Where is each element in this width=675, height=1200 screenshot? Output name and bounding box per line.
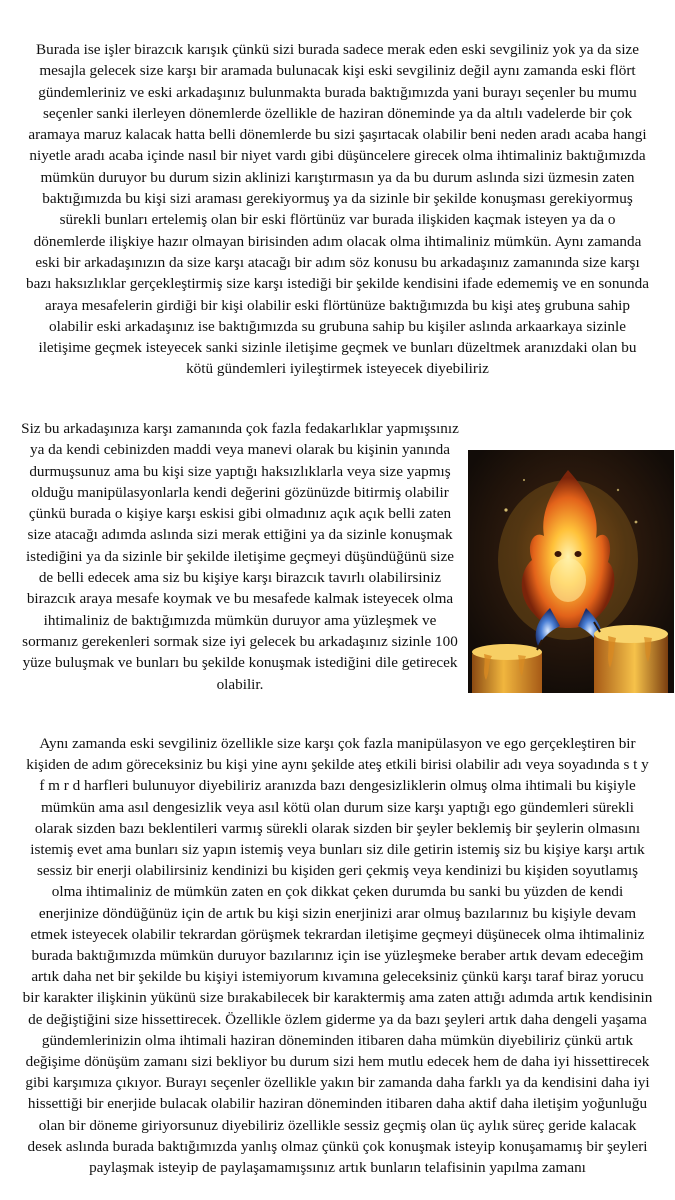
paragraph-intro: Burada ise işler birazcık karışık çünkü sizi burada sadece merak eden eski sevgiliniz yok ya da size mesajla gelecek size karşı bir aramada bulunacak kişi eski sevgiliniz değil aynı zamanda eski flört gündemleriniz ve eski arkadaşınız bulunmakta burada baktığımızda yani burayı seçenler bu mumu seçenler sanki ilerleyen dönemlerde özellikle de haziran döneminde ya da altılı vadelerde bir çok aramaya maruz kalacak hatta belli dönemlerde bu sizi şaşırtacak olabilir beni neden aradı acaba hangi niyetle aradı acaba içinde nasıl bir niyet vardı gibi düşüncelere girecek olma ihtimaliniz baktığımızda mümkün duruyor bu durum sizin aklinizi karıştırmasın ya da bu durum aslında sizi üzmesin zaten baktığımızda bu kişi sizi araması gerekiyormuş ya da sizinle bir şekilde konuşması gerekiyormuş sürekli bunları ertelemiş olan bir eski flörtünüz var burada ilişkiden kaçmak isteyen ya da o dönemlerde ilişkiye hazır olmayan birisinden adım olacak olma ihtimaliniz mümkün. Aynı zamanda eski bir arkadaşınızın da size karşı atacağı bir adım söz konusu bu arkadaşınız zamanında size karşı bazı haksızlıklar gerçekleştirmiş size karşı istediği bir şekilde kendisini ifade edememiş ve en sonunda araya mesafelerin girdiği bir kişi olabilir eski flörtünüze baktığımızda bu kişi ateş grubuna sahip olabilir eski arkadaşınız ise baktığımızda su grubuna sahip bu kişiler aslında arkaarkaya sizinle iletişime geçmek isteyecek sanki sizinle iletişime geçmek ve bunları düzeltmek aranızdaki olan bu kötü gündemleri iyileştirmek isteyecek diyebiliriz — [26, 41, 649, 378]
paragraph-friend: Siz bu arkadaşınıza karşı zamanında çok fazla fedakarlıklar yapmışsınız ya da kendi cebinizden maddi veya manevi olarak bu kişinin yanında durmuşsunuz ama bu kişi size yaptığı haksızlıklarla veya size yapmış olduğu manipülasyonlarla kendi değerini gözünüzde bitirmiş olabilir çünkü burada o kişiye karşı eskisi gibi olmadınız açık açık belli zaten size atacağı adımda aslında sizi merak ettiğini ya da sizinle konuşmak istediğini ya da sizinle bir şekilde iletişime geçmeyi düşündüğünü size de belli edecek ama siz bu kişiye karşı birazcık tavırlı olabilirsiniz birazcık araya mesafe koymak ve bu mesafede kalmak isteyecek olma ihtimaliniz de baktığımızda mümkün duruyor ama yüzleşmek ve sormanız gerekenleri sormak size iyi gelecek bu arkadaşınız sizinle 100 yüze buluşmak ve bunları bu şekilde konuşmak istediğini dile getirecek olabilir. — [21, 420, 459, 693]
candles-flame-illustration — [468, 450, 674, 693]
candles-illustration — [468, 450, 674, 693]
paragraph-ex-partner: Aynı zamanda eski sevgiliniz özellikle size karşı çok fazla manipülasyon ve ego gerçekleştiren bir kişiden de adım göreceksiniz bu kişi yine aynı şekilde ateş etkili birisi olabilir adı veya soyadında s t y f m r d harfleri bulunuyor diyebiliriz aranızda bazı dengesizliklerin olmuş olma ihtimali bu kişiyle mümkün ama asıl dengesizlik veya asıl kötü olan durum size karşı yaptığı ego gündemleri sürekli olarak sizden bazı beklentileri varmış sürekli olarak sizden bir şeyler beklemiş bir şeylerin olmasını istemiş evet ama bunları siz yapın istemiş veya bunları siz dile getirin istemiş siz bu kişiye karşı artık sessiz bir enerji olabilirsiniz kendinizi bu kişiden geri çekmiş veya kendinizi bu kişiden soyutlamış olma ihtimaliniz de mümkün zaten en çok dikkat çeken durumda bu sanki bu yüzden de kendi enerjinize döndüğünüz için de artık bu kişi sizin enerjinizi arar olmuş bazılarınız bu kişiyle devam etmek isteyecek olabilir tekrardan görüşmek tekrardan iletişime geçmeyi düşünecek olma ihtimaliniz burada baktığımızda mümkün duruyor bazılarınız için ise yüzleşmeke beraber artık devam edeceğim artık daha net bir şekilde bu kişiyi istemiyorum kıvamına geleceksiniz çünkü karşı taraf biraz yorucu bir karakter ilişkinin yükünü size bırakabilecek bir karaktermiş ama zaten attığı adımda artık kendisinin de değiştiğini size hissettirecek. Özellikle özlem giderme ya da bazı şeyleri artık daha dengeli yaşama gündemlerinizin olma ihtimali haziran döneminden itibaren daha mümkün diyebiliriz çünkü artık değişime dönüşüm zamanı sizi bekliyor bu durum sizi hem mutlu edecek hem de daha iyi hissettirecek gibi karşımıza çıkıyor. Burayı seçenler özellikle yakın bir zamanda daha farklı ya da kendisini daha iyi hissettiği bir enerjide bulacak olabilir haziran döneminden itibaren daha aktif daha iletişim yoğunluğu olan bir döneme giriyorsunuz diyebiliriz özellikle sessiz geçmiş olan üç aylık süreç geride kalacak desek aslında burada baktığımızda yanlış olmaz çünkü çok konuşmak isteyip konuşamamış bir şeyleri paylaşmak isteyip de paylaşamamışsınız artık bunların telafisinin yapılma zamanı — [22, 735, 653, 1177]
